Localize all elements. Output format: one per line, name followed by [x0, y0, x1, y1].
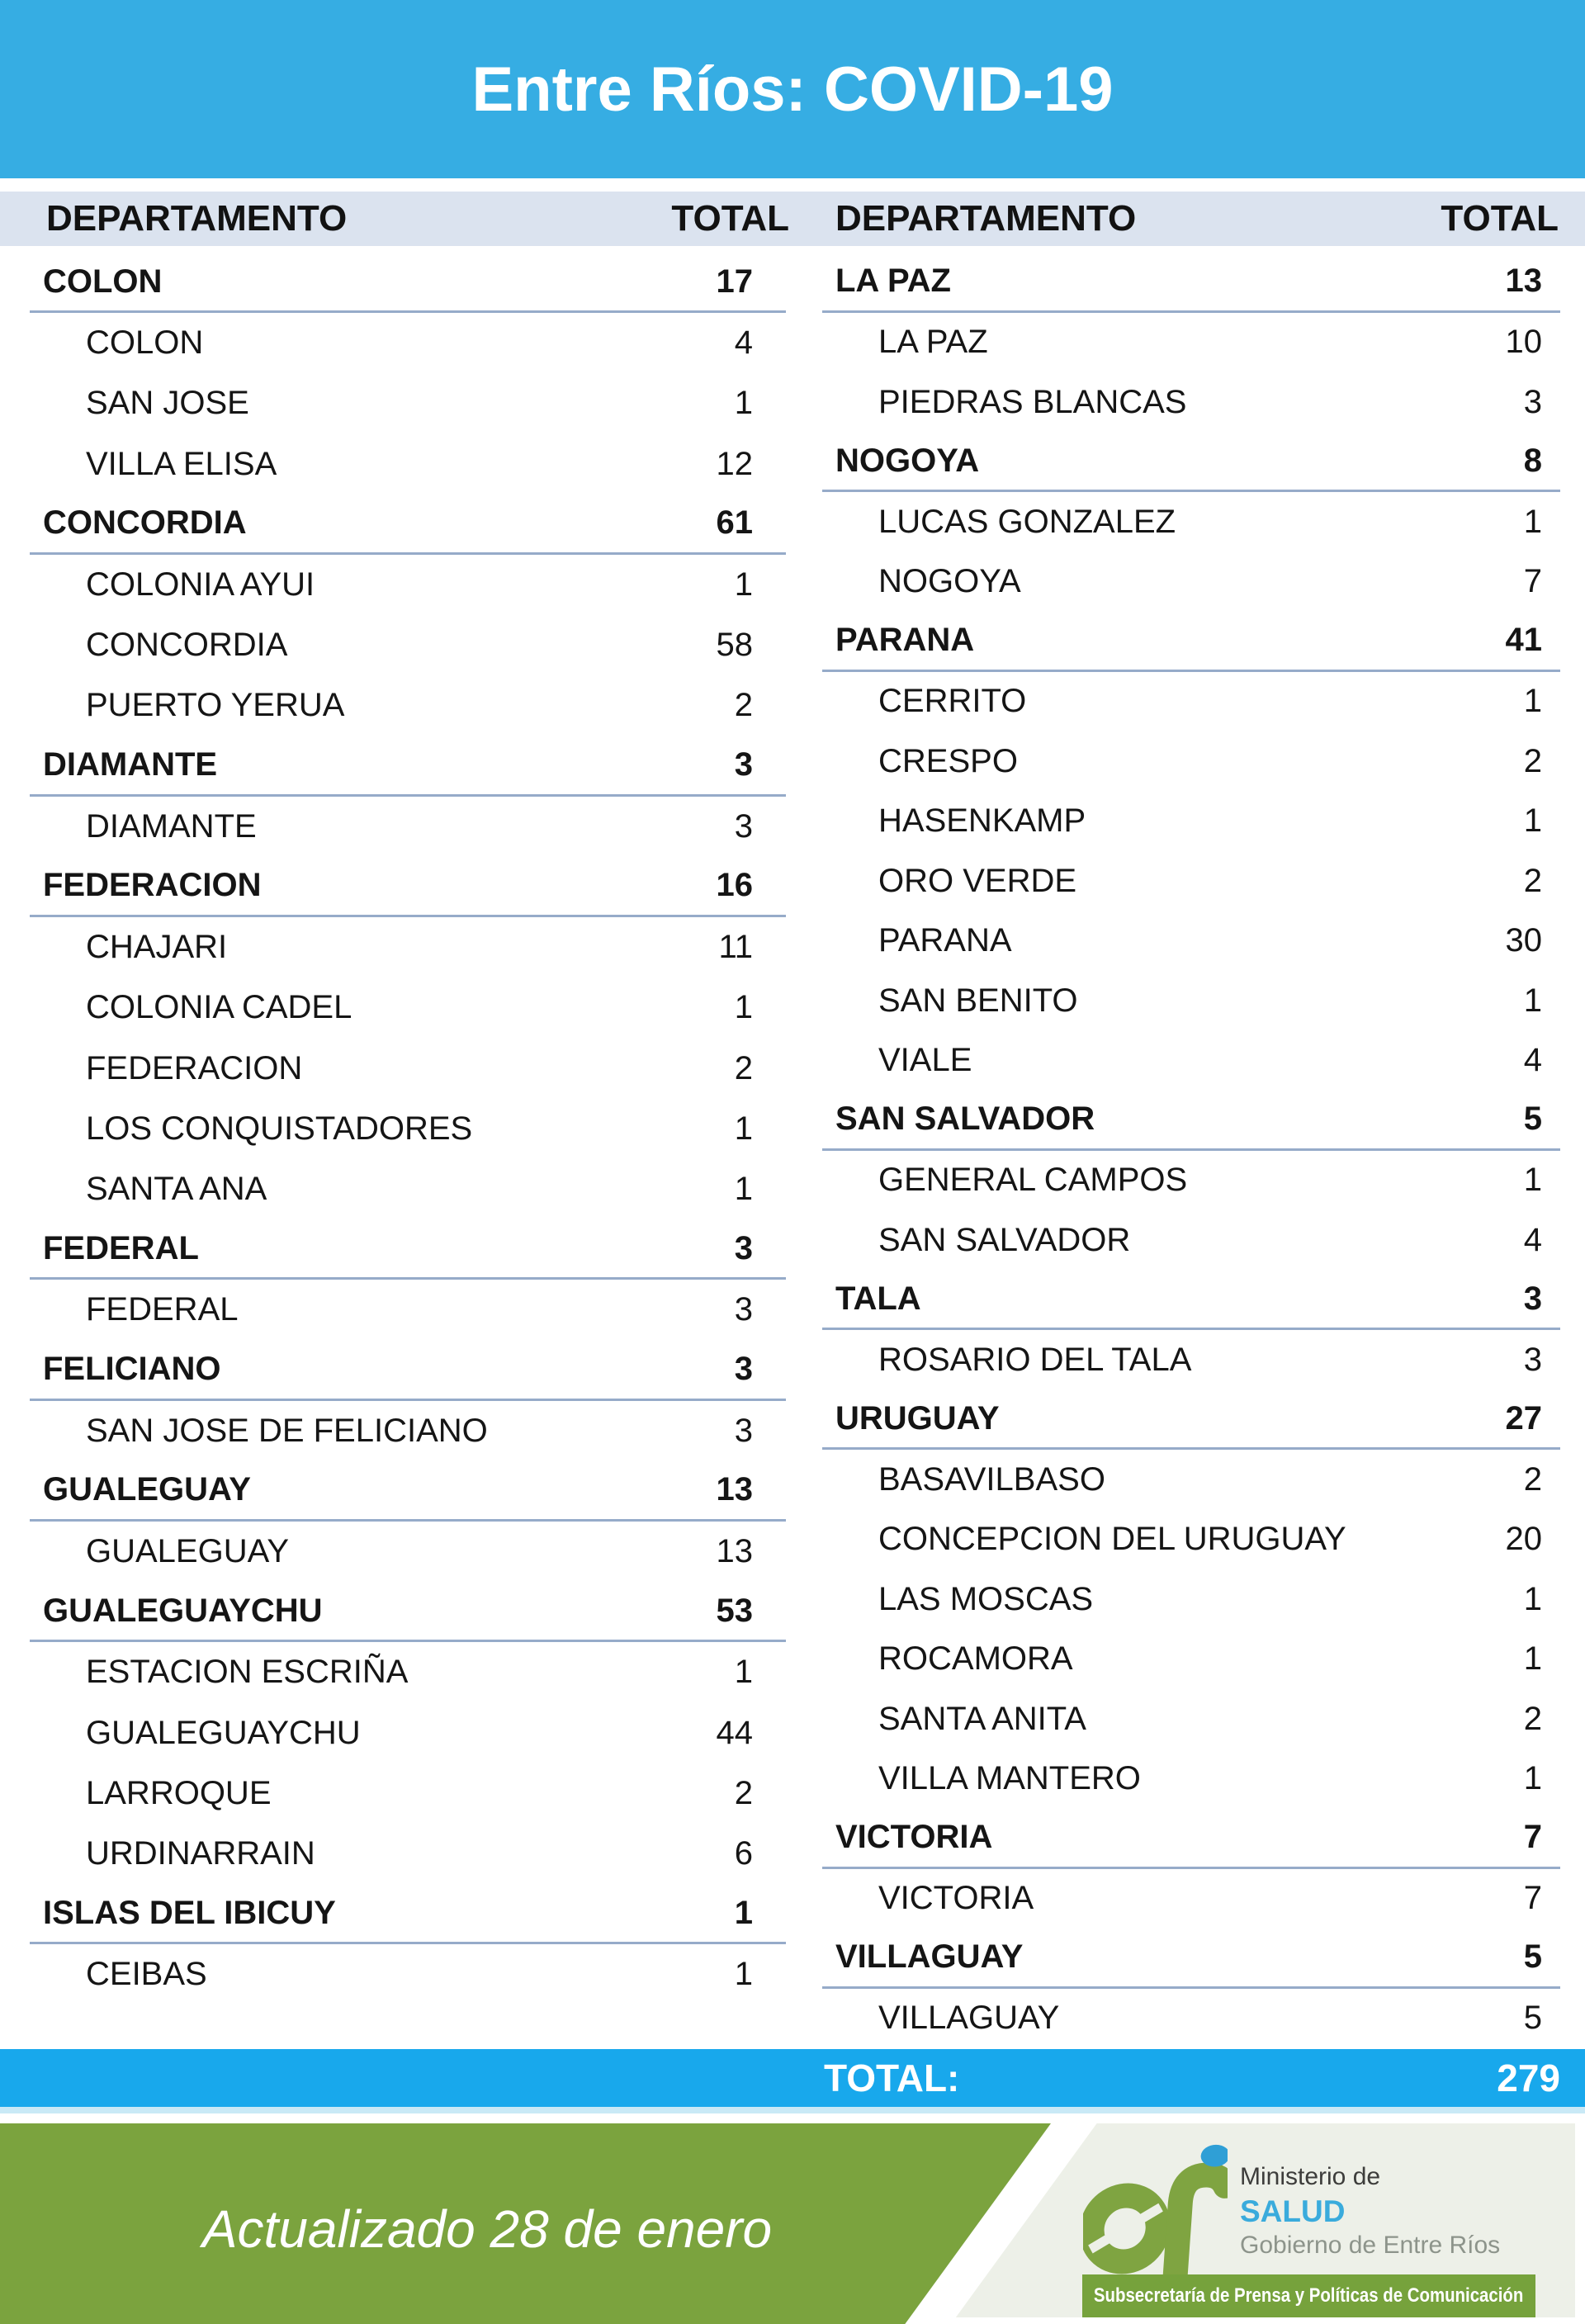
row-label: GUALEGUAY [86, 1533, 289, 1570]
row-value: 2 [1523, 742, 1542, 779]
row-value: 1 [734, 1170, 753, 1207]
row-label: GUALEGUAYCHU [86, 1714, 361, 1751]
row-value: 3 [1523, 383, 1542, 420]
table-row [822, 372, 1560, 433]
table-row [30, 1340, 786, 1400]
table-row [30, 1642, 786, 1702]
table-row [822, 1210, 1560, 1271]
row-label: LA PAZ [878, 324, 988, 361]
table-row [30, 1582, 786, 1642]
row-label: HASENKAMP [878, 802, 1086, 840]
table-row [30, 977, 786, 1038]
table-row [822, 1869, 1560, 1929]
row-value: 44 [716, 1714, 753, 1751]
table-row [822, 672, 1560, 732]
table-row [822, 1091, 1560, 1151]
grand-total-value: 279 [1497, 2057, 1560, 2099]
row-value: 7 [1523, 1880, 1542, 1917]
row-label: GUALEGUAYCHU [43, 1592, 323, 1629]
table-row [30, 313, 786, 373]
row-value: 5 [1523, 1938, 1542, 1976]
row-label: LARROQUE [86, 1774, 272, 1811]
table-row [822, 911, 1560, 972]
table-row [822, 1151, 1560, 1211]
row-label: COLON [43, 263, 163, 300]
title-band [0, 0, 1585, 178]
row-label: CONCORDIA [86, 627, 288, 664]
table-row [822, 851, 1560, 911]
table-row [30, 917, 786, 977]
row-label: URDINARRAIN [86, 1834, 315, 1872]
table-row [30, 373, 786, 433]
row-value: 41 [1505, 622, 1542, 659]
row-value: 2 [734, 1774, 753, 1811]
row-value: 1 [1523, 1640, 1542, 1678]
row-value: 13 [1505, 263, 1542, 300]
table-row [30, 675, 786, 736]
table-row [822, 1031, 1560, 1091]
row-label: PUERTO YERUA [86, 687, 345, 724]
row-label: CERRITO [878, 683, 1027, 720]
department-table-left [30, 253, 786, 2005]
row-value: 13 [716, 1533, 753, 1570]
table-row [30, 1159, 786, 1219]
row-value: 8 [1523, 442, 1542, 479]
row-label: FELICIANO [43, 1350, 221, 1387]
row-label: LUCAS GONZALEZ [878, 503, 1176, 540]
row-value: 1 [734, 566, 753, 603]
table-row [822, 552, 1560, 613]
table-row [822, 253, 1560, 313]
row-label: URUGUAY [835, 1399, 1000, 1437]
grand-total-label: TOTAL: [824, 2057, 960, 2099]
row-label: PARANA [835, 622, 975, 659]
grand-total-band [0, 2049, 1585, 2113]
row-value: 3 [734, 1291, 753, 1328]
table-row [30, 1280, 786, 1340]
table-row [822, 1390, 1560, 1451]
table-row [30, 797, 786, 857]
table-row [822, 1569, 1560, 1630]
table-row [822, 1330, 1560, 1390]
row-value: 1 [1523, 683, 1542, 720]
footer [0, 2118, 1585, 2324]
table-row [30, 1099, 786, 1159]
column-header-total-left: TOTAL [671, 198, 789, 239]
row-label: NOGOYA [835, 442, 980, 479]
table-row [822, 1271, 1560, 1331]
row-label: COLONIA CADEL [86, 989, 352, 1026]
row-label: SANTA ANITA [878, 1700, 1086, 1737]
table-row [822, 433, 1560, 493]
row-label: TALA [835, 1280, 921, 1317]
table-row [822, 1749, 1560, 1810]
row-value: 1 [734, 385, 753, 422]
row-value: 5 [1523, 2000, 1542, 2037]
row-value: 58 [716, 627, 753, 664]
row-label: ISLAS DEL IBICUY [43, 1894, 336, 1931]
table-row [822, 313, 1560, 373]
row-value: 3 [734, 1412, 753, 1449]
row-label: GENERAL CAMPOS [878, 1162, 1188, 1199]
table-row [822, 792, 1560, 852]
row-value: 1 [1523, 1760, 1542, 1797]
row-label: CHAJARI [86, 929, 228, 966]
row-label: ESTACION ESCRIÑA [86, 1654, 409, 1691]
row-value: 16 [716, 867, 753, 904]
er-logo-r-stroke [1175, 2175, 1226, 2281]
row-label: LOS CONQUISTADORES [86, 1110, 473, 1147]
row-value: 3 [1523, 1280, 1542, 1317]
row-label: PIEDRAS BLANCAS [878, 383, 1187, 420]
ministry-line1: Ministerio de [1240, 2163, 1381, 2190]
row-label: VIALE [878, 1042, 972, 1079]
row-label: FEDERAL [86, 1291, 239, 1328]
row-value: 1 [1523, 1162, 1542, 1199]
row-label: ORO VERDE [878, 862, 1077, 899]
row-value: 3 [734, 746, 753, 783]
row-value: 2 [1523, 1460, 1542, 1498]
row-label: VILLAGUAY [835, 1938, 1024, 1976]
column-header-department-right: DEPARTAMENTO [835, 198, 1137, 239]
row-value: 3 [734, 807, 753, 845]
row-value: 4 [1523, 1042, 1542, 1079]
table-row [30, 253, 786, 313]
row-label: VILLA ELISA [86, 445, 277, 482]
row-value: 2 [1523, 1700, 1542, 1737]
row-label: NOGOYA [878, 563, 1021, 600]
row-label: ROCAMORA [878, 1640, 1073, 1678]
row-value: 1 [734, 1110, 753, 1147]
row-value: 17 [716, 263, 753, 300]
table-row [30, 1824, 786, 1884]
department-table-right [822, 253, 1560, 2048]
page-title: Entre Ríos: COVID-19 [471, 54, 1114, 125]
row-value: 30 [1505, 922, 1542, 959]
ministry-salud: SALUD [1240, 2194, 1346, 2228]
row-label: FEDERACION [86, 1049, 303, 1086]
row-label: VILLAGUAY [878, 2000, 1060, 2037]
table-row [30, 1944, 786, 2005]
table-row [822, 492, 1560, 552]
column-header-total-right: TOTAL [1441, 198, 1559, 239]
subsecretaria-text: Subsecretaría de Prensa y Políticas de Comunicación [1094, 2284, 1524, 2307]
table-row [822, 1989, 1560, 2049]
table-row [822, 1929, 1560, 1989]
er-logo-icon [1083, 2136, 1228, 2284]
row-label: VICTORIA [835, 1819, 993, 1856]
row-value: 10 [1505, 324, 1542, 361]
row-value: 7 [1523, 563, 1542, 600]
table-row [822, 971, 1560, 1031]
row-value: 7 [1523, 1819, 1542, 1856]
row-label: GUALEGUAY [43, 1471, 251, 1508]
row-value: 4 [1523, 1221, 1542, 1258]
table-row [30, 857, 786, 917]
row-value: 13 [716, 1471, 753, 1508]
row-label: FEDERAL [43, 1229, 199, 1266]
row-value: 6 [734, 1834, 753, 1872]
row-label: SAN JOSE [86, 385, 249, 422]
row-value: 3 [734, 1350, 753, 1387]
row-label: CONCORDIA [43, 504, 247, 542]
row-label: ROSARIO DEL TALA [878, 1341, 1192, 1378]
row-value: 20 [1505, 1521, 1542, 1558]
table-row [30, 1219, 786, 1280]
row-label: SAN SALVADOR [878, 1221, 1131, 1258]
table-row [822, 1809, 1560, 1869]
row-label: SAN BENITO [878, 982, 1078, 1019]
table-row [30, 1763, 786, 1824]
row-label: CRESPO [878, 742, 1018, 779]
table-row [822, 731, 1560, 792]
table-row [30, 615, 786, 675]
row-label: SAN SALVADOR [835, 1100, 1095, 1138]
row-label: SAN JOSE DE FELICIANO [86, 1412, 488, 1449]
table-row [822, 1689, 1560, 1749]
subsecretaria-band [1082, 2274, 1535, 2317]
table-row [30, 555, 786, 615]
row-value: 1 [1523, 503, 1542, 540]
table-row [30, 1522, 786, 1582]
column-header-band [0, 192, 1585, 246]
row-value: 3 [734, 1229, 753, 1266]
row-value: 1 [734, 989, 753, 1026]
table-row [30, 1401, 786, 1461]
row-value: 1 [1523, 802, 1542, 840]
row-value: 53 [716, 1592, 753, 1629]
row-value: 3 [1523, 1341, 1542, 1378]
row-value: 5 [1523, 1100, 1542, 1138]
table-row [822, 1630, 1560, 1690]
row-label: COLON [86, 324, 204, 362]
row-value: 1 [734, 1894, 753, 1931]
row-value: 1 [734, 1654, 753, 1691]
row-value: 1 [1523, 982, 1542, 1019]
table-row [822, 1450, 1560, 1510]
row-label: FEDERACION [43, 867, 262, 904]
row-value: 1 [734, 1956, 753, 1993]
row-label: VILLA MANTERO [878, 1760, 1141, 1797]
row-label: BASAVILBASO [878, 1460, 1105, 1498]
row-label: DIAMANTE [43, 746, 218, 783]
row-value: 61 [716, 504, 753, 542]
row-label: CEIBAS [86, 1956, 207, 1993]
row-value: 2 [1523, 862, 1542, 899]
row-value: 11 [718, 929, 753, 966]
row-label: DIAMANTE [86, 807, 257, 845]
row-label: LA PAZ [835, 263, 951, 300]
updated-date-text: Actualizado 28 de enero [201, 2199, 773, 2259]
table-row [30, 1884, 786, 1944]
table-row [30, 1703, 786, 1763]
column-header-department-left: DEPARTAMENTO [46, 198, 348, 239]
row-label: PARANA [878, 922, 1012, 959]
table-row [822, 612, 1560, 672]
table-row [30, 736, 786, 797]
row-label: VICTORIA [878, 1880, 1034, 1917]
table-row [30, 1038, 786, 1098]
ministry-line3: Gobierno de Entre Ríos [1240, 2232, 1501, 2260]
ministry-text-block [1240, 2163, 1500, 2260]
row-value: 2 [734, 687, 753, 724]
row-label: SANTA ANA [86, 1170, 267, 1207]
row-value: 4 [734, 324, 753, 362]
row-value: 1 [1523, 1580, 1542, 1617]
row-label: CONCEPCION DEL URUGUAY [878, 1521, 1346, 1558]
row-value: 12 [716, 445, 753, 482]
table-row [30, 434, 786, 495]
row-value: 27 [1505, 1399, 1542, 1437]
table-row [822, 1510, 1560, 1570]
row-value: 2 [734, 1049, 753, 1086]
table-row [30, 495, 786, 555]
table-row [30, 1461, 786, 1522]
row-label: LAS MOSCAS [878, 1580, 1094, 1617]
row-label: COLONIA AYUI [86, 566, 315, 603]
